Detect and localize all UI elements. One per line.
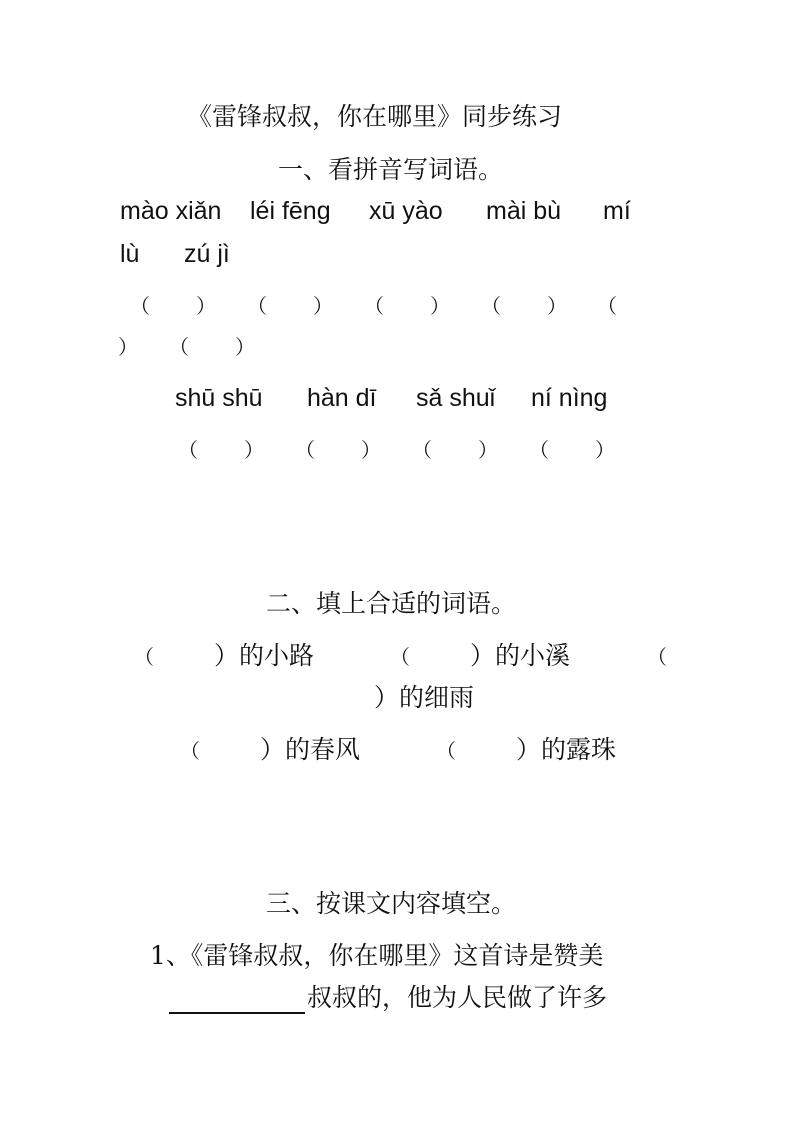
- pinyin-item: shū shū: [175, 384, 263, 412]
- pinyin-item: léi fēnɡ: [250, 197, 331, 225]
- pinyin-row-1: [0, 195, 794, 227]
- fill-item: ）的春风: [260, 735, 361, 764]
- fill-item: ）的露珠: [516, 735, 617, 764]
- open-paren: （: [597, 294, 617, 318]
- open-paren: （: [390, 645, 410, 669]
- fill-item: ）的细雨: [374, 683, 475, 712]
- section2-heading: 二、填上合适的词语。: [266, 589, 517, 618]
- open-paren: （: [130, 294, 150, 318]
- open-paren: （: [436, 739, 456, 763]
- fill-row-3: [0, 734, 794, 766]
- fill-item: ）的小路: [214, 641, 315, 670]
- open-paren: （: [134, 645, 154, 669]
- close-paren: ）: [235, 335, 255, 359]
- pinyin-item: mào xiǎn: [120, 197, 222, 225]
- answer-brackets-row-3: [0, 434, 794, 466]
- open-paren: （: [247, 294, 267, 318]
- open-paren: （: [412, 438, 432, 462]
- question-1-line-1: 1、《雷锋叔叔，你在哪里》这首诗是赞美: [150, 941, 604, 970]
- close-paren: ）: [547, 294, 567, 318]
- close-paren: ）: [118, 335, 138, 359]
- fill-item: ）的小溪: [470, 641, 571, 670]
- open-paren: （: [178, 438, 198, 462]
- pinyin-item: hàn dī: [307, 384, 377, 412]
- close-paren: ）: [244, 438, 264, 462]
- pinyin-item: mài bù: [486, 197, 562, 225]
- section1-heading: 一、看拼音写词语。: [278, 155, 504, 184]
- pinyin-item: xū yào: [369, 197, 443, 225]
- close-paren: ）: [196, 294, 216, 318]
- pinyin-item: sǎ shuǐ: [416, 384, 496, 412]
- answer-blank: [169, 986, 305, 1014]
- open-paren: （: [647, 645, 667, 669]
- close-paren: ）: [361, 438, 381, 462]
- close-paren: ）: [313, 294, 333, 318]
- pinyin-row-3: [0, 382, 794, 414]
- fill-row-1: [0, 640, 794, 672]
- open-paren: （: [364, 294, 384, 318]
- open-paren: （: [295, 438, 315, 462]
- open-paren: （: [529, 438, 549, 462]
- pinyin-item: mí: [603, 197, 631, 225]
- pinyin-item: zú jì: [184, 240, 230, 268]
- open-paren: （: [169, 335, 189, 359]
- open-paren: （: [180, 739, 200, 763]
- pinyin-item: ní nìnɡ: [531, 384, 608, 412]
- answer-brackets-row-2: [0, 331, 794, 363]
- question-1-line-2-text: 叔叔的，他为人民做了许多: [307, 983, 608, 1012]
- close-paren: ）: [430, 294, 450, 318]
- section3-heading: 三、按课文内容填空。: [266, 889, 517, 918]
- answer-brackets-row-1: [0, 290, 794, 322]
- pinyin-row-2: [0, 238, 794, 270]
- open-paren: （: [481, 294, 501, 318]
- pinyin-item: lù: [120, 240, 140, 268]
- close-paren: ）: [595, 438, 615, 462]
- question-1-line-2: [169, 982, 607, 1014]
- page-title: 《雷锋叔叔，你在哪里》同步练习: [187, 102, 563, 131]
- close-paren: ）: [478, 438, 498, 462]
- fill-row-2: [0, 682, 794, 714]
